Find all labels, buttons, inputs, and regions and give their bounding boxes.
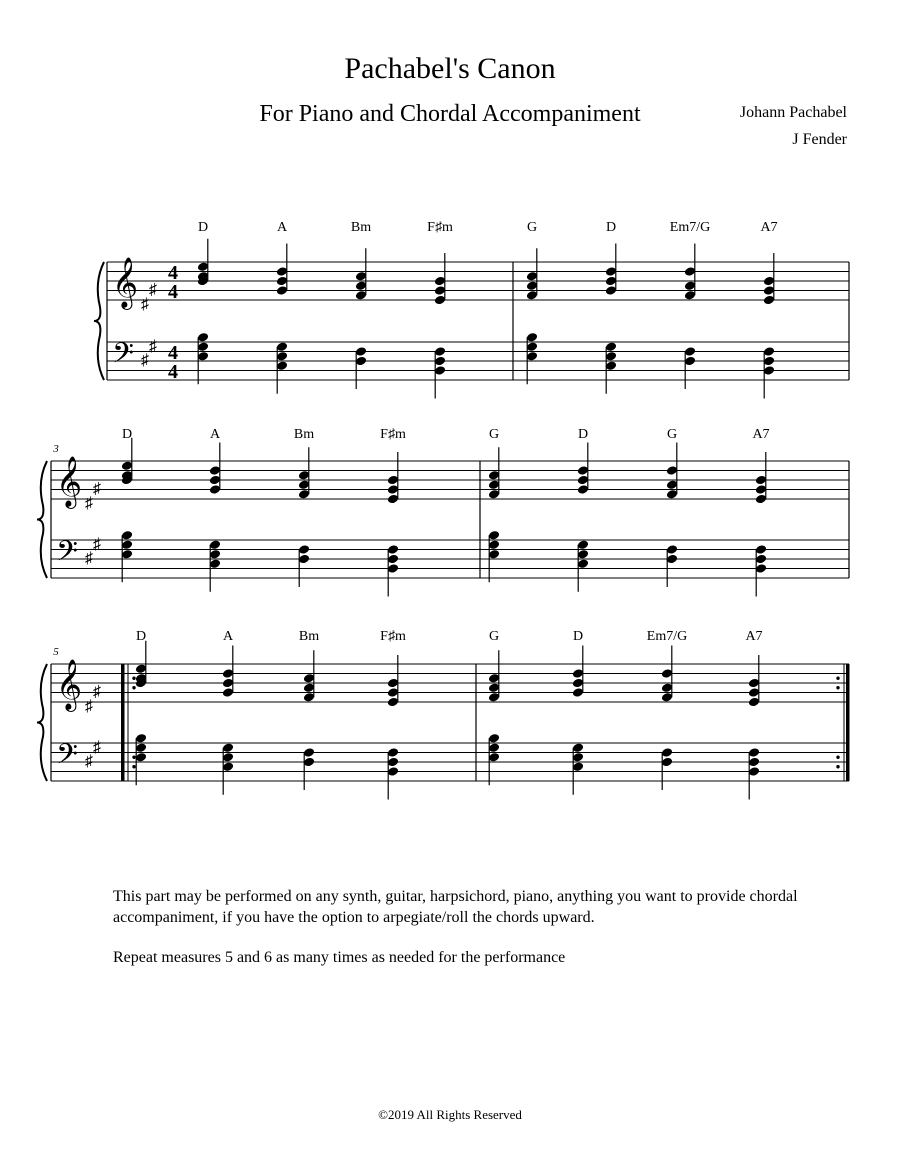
chord-symbol: A — [209, 427, 221, 442]
time-signature-denominator: 4 — [168, 361, 178, 383]
chord-symbol: F♯m — [380, 427, 406, 442]
performance-note-2: Repeat measures 5 and 6 as many times as needed for the performance — [113, 949, 566, 966]
chord-symbol: G — [666, 427, 678, 442]
repeat-dot — [836, 765, 839, 768]
chord-symbol: A — [222, 629, 234, 644]
page-title: Pachabel's Canon — [344, 52, 556, 85]
key-signature-sharp-icon: ♯ — [93, 683, 101, 701]
system-2 — [37, 438, 849, 597]
repeat-dot — [132, 765, 135, 768]
repeat-start-thick — [121, 664, 125, 781]
time-signature-numerator: 4 — [168, 262, 178, 284]
key-signature-sharp-icon: ♯ — [85, 550, 93, 567]
grand-staff-brace — [94, 262, 104, 380]
key-signature-sharp-icon: ♯ — [141, 295, 149, 313]
grand-staff-brace — [37, 461, 47, 578]
arranger-credit: J Fender — [792, 131, 847, 148]
system-1 — [94, 239, 849, 399]
bass-clef-icon: 𝄢 — [112, 339, 134, 376]
chord-symbol: Bm — [298, 629, 320, 644]
repeat-dot — [836, 756, 839, 759]
time-signature-denominator: 4 — [168, 281, 178, 303]
chord-symbol: F♯m — [427, 220, 453, 235]
time-signature-numerator: 4 — [168, 342, 178, 364]
measure-number: 3 — [53, 443, 59, 455]
chord-symbol: Bm — [293, 427, 315, 442]
key-signature-sharp-icon: ♯ — [149, 281, 157, 299]
chord-symbol: A7 — [760, 220, 778, 235]
chord-symbol: G — [488, 629, 500, 644]
key-signature-sharp-icon: ♯ — [141, 352, 149, 369]
key-signature-sharp-icon: ♯ — [85, 697, 93, 715]
performance-notes — [113, 886, 813, 987]
measure-number: 5 — [53, 646, 59, 658]
chord-symbol: D — [577, 427, 589, 442]
chord-symbol: Em7/G — [669, 220, 711, 235]
composer-credit: Johann Pachabel — [739, 104, 847, 121]
chord-symbol: D — [197, 220, 209, 235]
bass-clef-icon: 𝄢 — [56, 740, 78, 777]
repeat-dot — [132, 677, 135, 680]
treble-clef-icon: 𝄞 — [111, 258, 139, 307]
bass-clef-icon: 𝄢 — [56, 537, 78, 574]
chord-symbol: A7 — [752, 427, 770, 442]
chord-symbol: G — [526, 220, 538, 235]
performance-note-1: This part may be performed on any synth, guitar, harpsichord, piano, anything you want to provide chordal accompaniment, if you have the option to arpegiate/roll the chords upward. — [113, 888, 798, 926]
repeat-dot — [836, 677, 839, 680]
chord-symbol: D — [121, 427, 133, 442]
chord-symbol: Bm — [350, 220, 372, 235]
final-barline-thick — [846, 664, 850, 781]
page-subtitle: For Piano and Chordal Accompaniment — [259, 101, 641, 127]
treble-clef-icon: 𝄞 — [55, 660, 83, 709]
key-signature-sharp-icon: ♯ — [85, 494, 93, 512]
treble-clef-icon: 𝄞 — [55, 457, 83, 506]
key-signature-sharp-icon: ♯ — [85, 753, 93, 770]
chord-symbol: A — [276, 220, 288, 235]
copyright-notice: ©2019 All Rights Reserved — [378, 1107, 522, 1122]
chord-symbol: D — [135, 629, 147, 644]
chord-symbol: G — [488, 427, 500, 442]
chord-symbol: D — [605, 220, 617, 235]
chord-symbol: D — [572, 629, 584, 644]
grand-staff-brace — [37, 664, 47, 781]
repeat-dot — [836, 686, 839, 689]
system-3 — [37, 641, 850, 800]
key-signature-sharp-icon: ♯ — [149, 337, 157, 355]
key-signature-sharp-icon: ♯ — [93, 535, 101, 553]
chord-symbol: F♯m — [380, 629, 406, 644]
chord-symbol: A7 — [745, 629, 763, 644]
key-signature-sharp-icon: ♯ — [93, 738, 101, 756]
repeat-dot — [132, 756, 135, 759]
key-signature-sharp-icon: ♯ — [93, 480, 101, 498]
chord-symbol: Em7/G — [646, 629, 688, 644]
repeat-dot — [132, 686, 135, 689]
